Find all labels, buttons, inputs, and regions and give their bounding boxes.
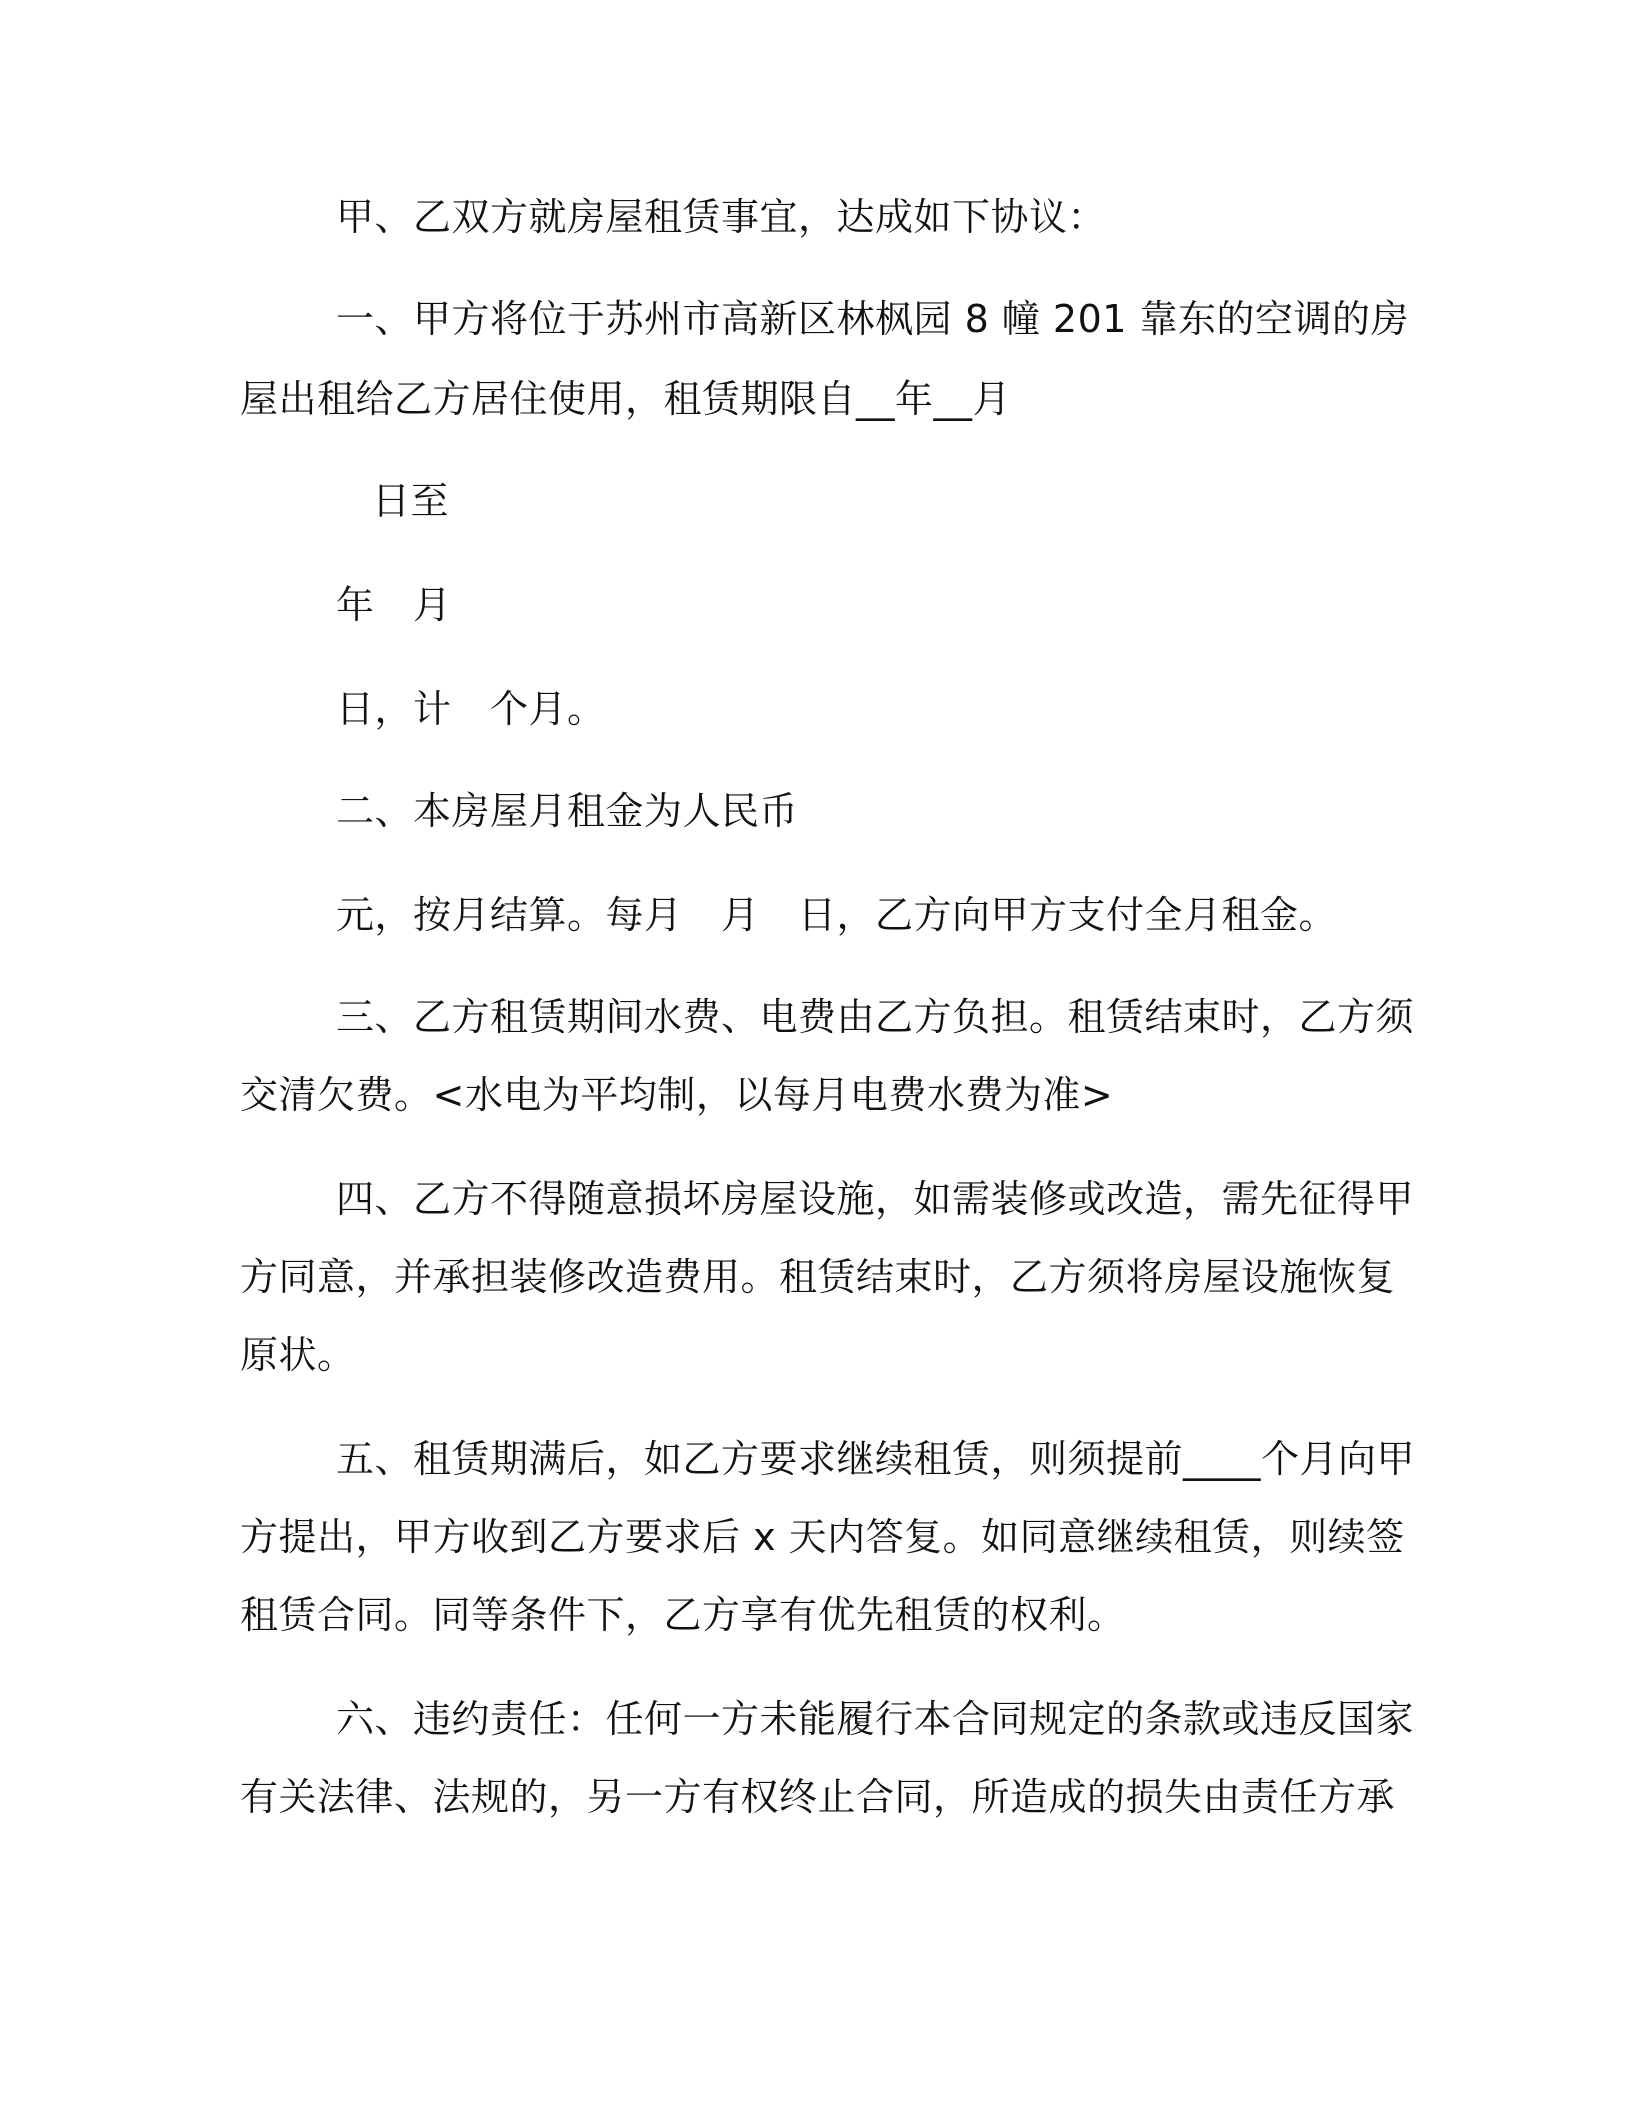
clause-5-line-1: 五、租赁期满后，如乙方要求继续租赁，则须提前____个月向甲 — [336, 1437, 1416, 1481]
clause-4-line-1: 四、乙方不得随意损坏房屋设施，如需装修或改造，需先征得甲 — [336, 1177, 1415, 1221]
clause-5-line-2: 方提出，甲方收到乙方要求后 x 天内答复。如同意继续租赁，则续签 — [240, 1515, 1405, 1559]
clause-1-line-3: 日至 — [372, 479, 450, 523]
intro-line: 甲、乙双方就房屋租赁事宜，达成如下协议： — [336, 195, 1107, 239]
clause-4-line-3: 原状。 — [240, 1333, 356, 1377]
clause-6-line-1: 六、违约责任：任何一方未能履行本合同规定的条款或违反国家 — [336, 1697, 1415, 1741]
clause-5-line-3: 租赁合同。同等条件下，乙方享有优先租赁的权利。 — [240, 1593, 1126, 1637]
clause-3-line-1: 三、乙方租赁期间水费、电费由乙方负担。租赁结束时，乙方须 — [336, 995, 1415, 1039]
clause-1-line-2: 屋出租给乙方居住使用，租赁期限自__年__月 — [240, 377, 1012, 421]
clause-2-line-2: 元，按月结算。每月 月 日，乙方向甲方支付全月租金。 — [336, 893, 1338, 937]
clause-1-line-1: 一、甲方将位于苏州市高新区林枫园 8 幢 201 靠东的空调的房 — [336, 297, 1410, 341]
clause-1-line-4: 年 月 — [336, 583, 452, 627]
clause-2-line-1: 二、本房屋月租金为人民币 — [336, 789, 799, 833]
clause-1-line-5: 日，计 个月。 — [336, 687, 606, 731]
clause-6-line-2: 有关法律、法规的，另一方有权终止合同，所造成的损失由责任方承 — [240, 1775, 1396, 1819]
clause-3-line-2: 交清欠费。<水电为平均制，以每月电费水费为准> — [240, 1073, 1114, 1117]
clause-4-line-2: 方同意，并承担装修改造费用。租赁结束时，乙方须将房屋设施恢复 — [240, 1255, 1396, 1299]
